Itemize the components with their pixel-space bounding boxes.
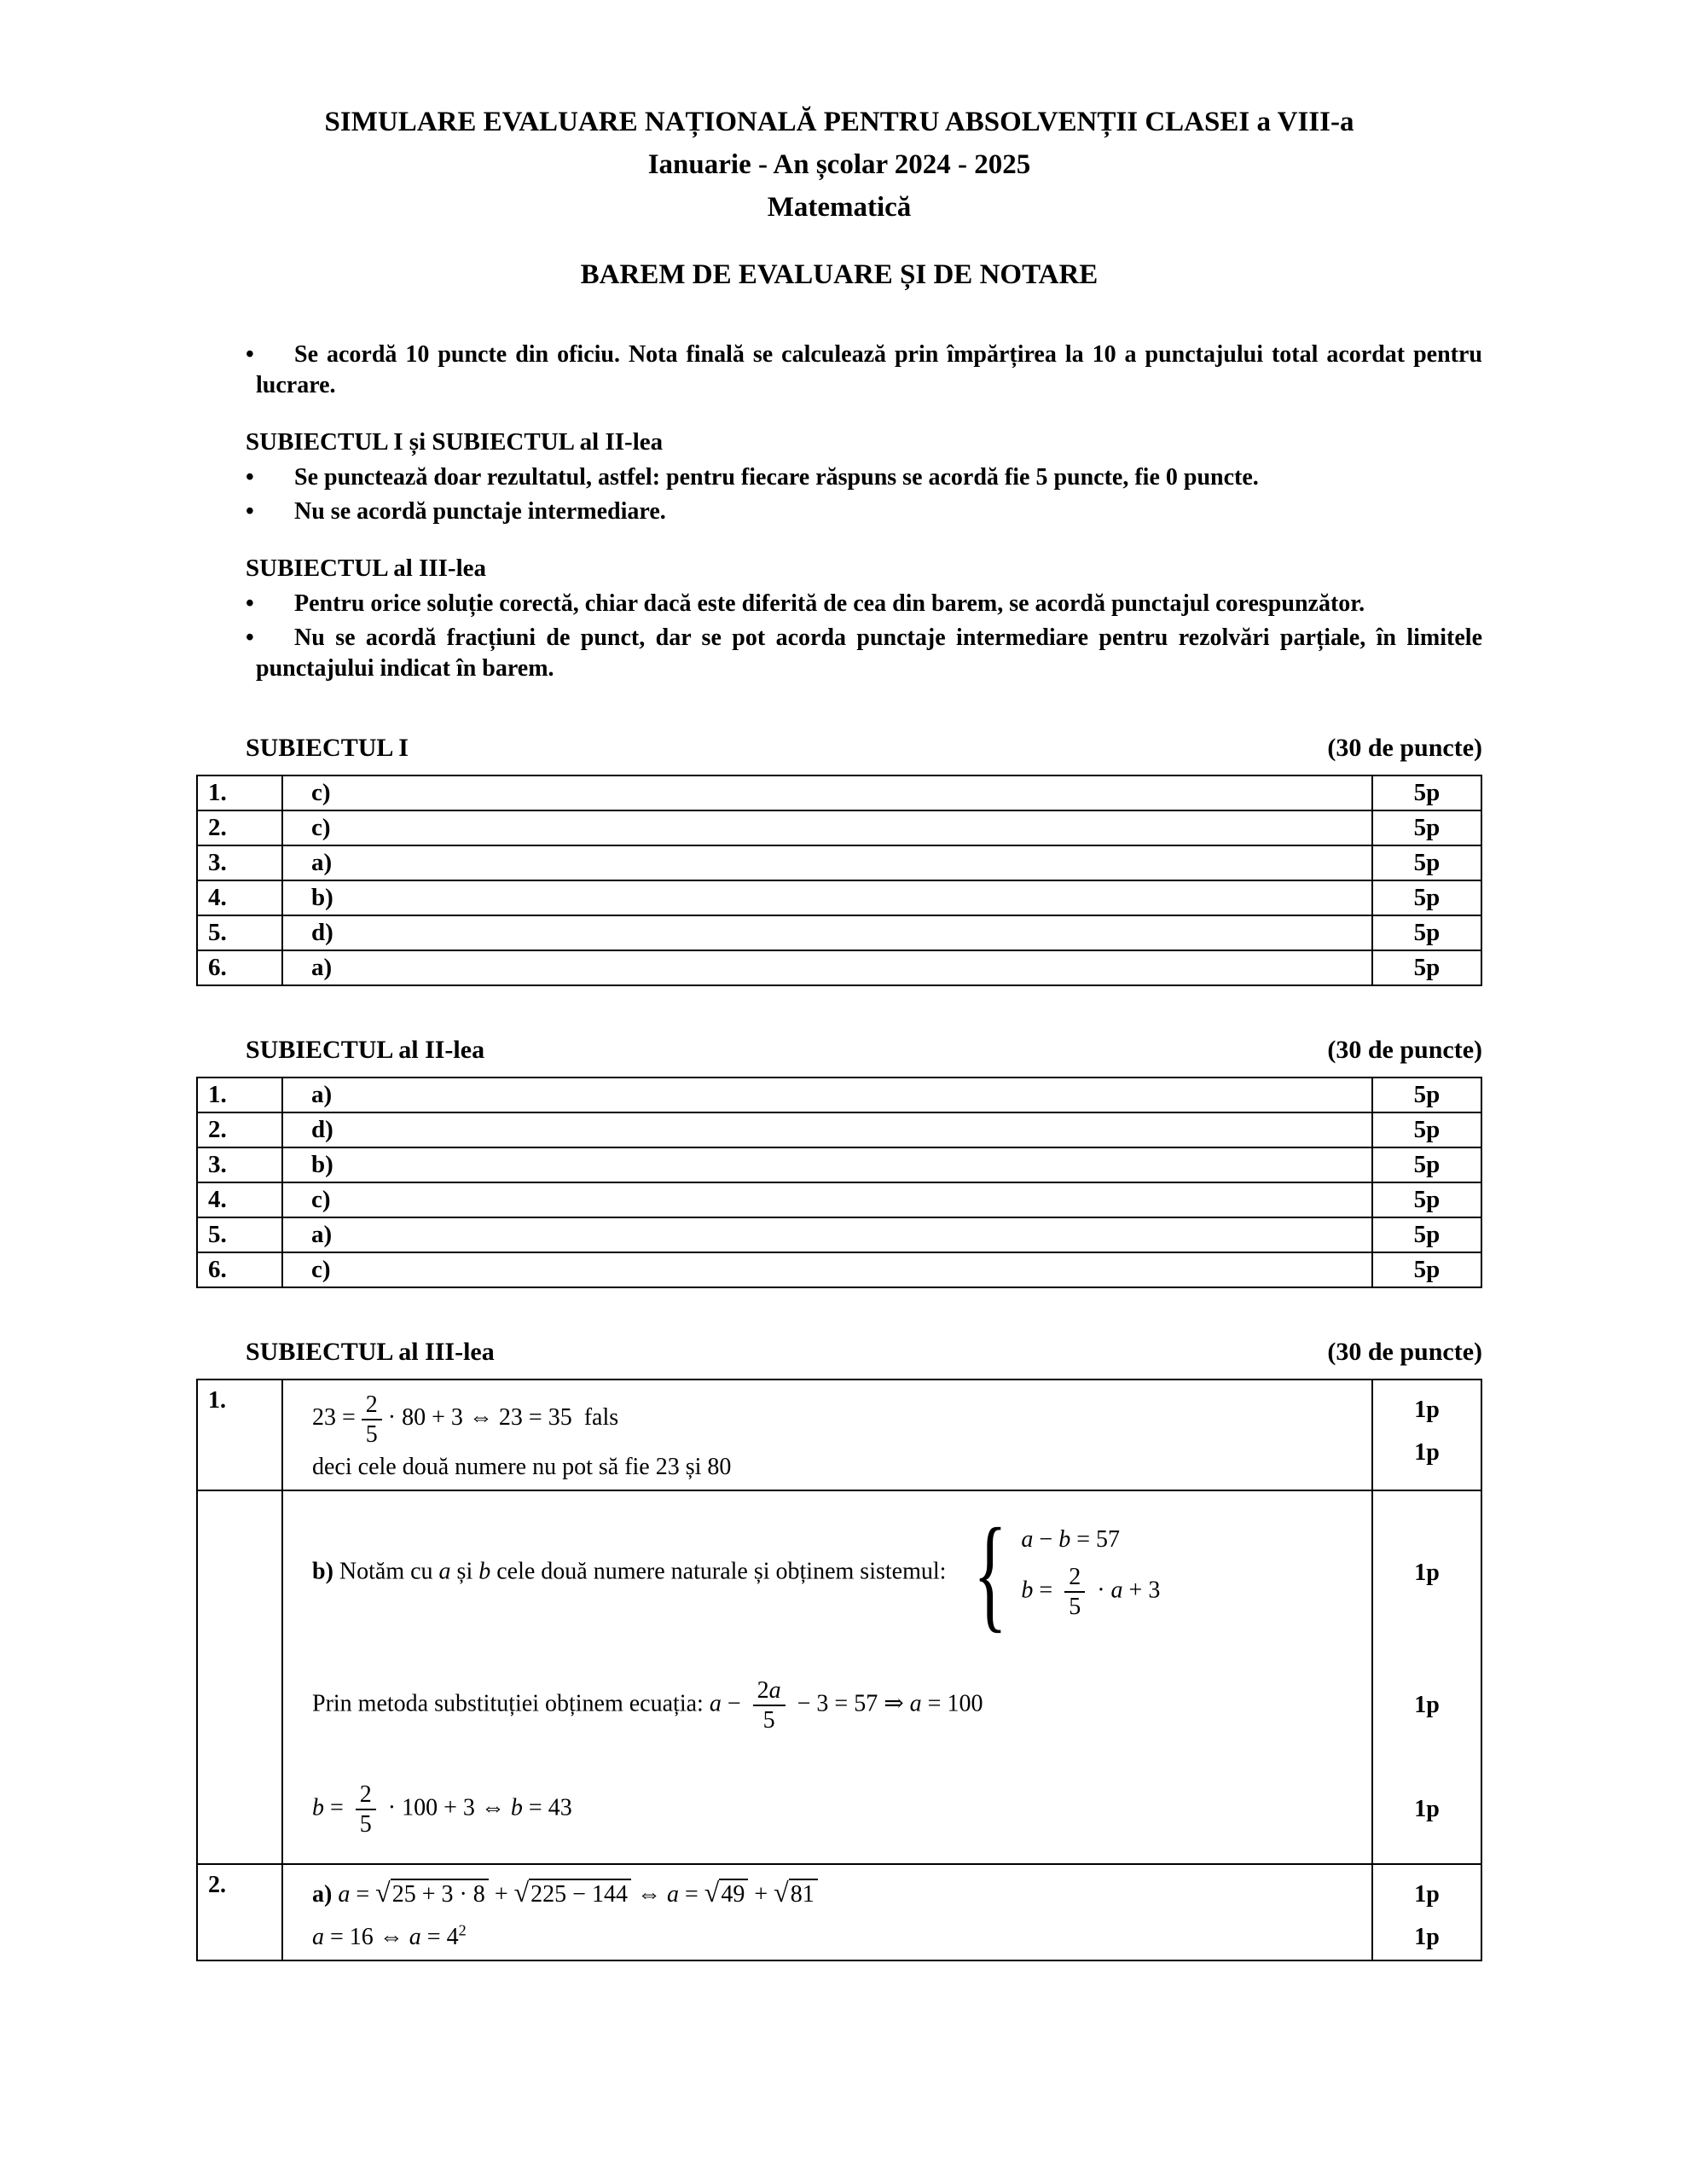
item-label: a) xyxy=(312,1881,333,1908)
points-value: 1p xyxy=(1414,1881,1440,1908)
row-points: 5p xyxy=(1372,1182,1481,1217)
points-value: 1p xyxy=(1414,1796,1440,1822)
row-number: 2. xyxy=(197,1864,282,1960)
equation-line xyxy=(312,1870,1358,1912)
row-answer: c) xyxy=(282,1182,1372,1217)
row-number: 1. xyxy=(197,775,282,810)
bullet-icon: • xyxy=(246,498,254,525)
points-value: 1p xyxy=(1414,1397,1440,1423)
row-content xyxy=(282,1490,1372,1864)
row-content xyxy=(282,1380,1372,1490)
note-s3-2 xyxy=(196,623,1482,684)
row-number: 3. xyxy=(197,1147,282,1182)
row-points: 5p xyxy=(1372,775,1481,810)
subject3-points: (30 de puncte) xyxy=(1327,1338,1482,1366)
step-text: și xyxy=(450,1558,479,1585)
row-answer: a) xyxy=(282,1217,1372,1252)
math-var: a xyxy=(438,1558,451,1585)
math-text: + xyxy=(748,1881,774,1908)
bullet-icon: • xyxy=(246,624,254,651)
subject1-heading: SUBIECTUL I xyxy=(246,734,409,762)
square-root xyxy=(513,1877,631,1908)
row-points xyxy=(1372,1380,1481,1490)
math-text: · xyxy=(1091,1577,1111,1604)
radicand: 81 xyxy=(789,1879,818,1908)
row-points: 5p xyxy=(1372,950,1481,985)
row-answer: c) xyxy=(282,1252,1372,1287)
math-text: = 57 xyxy=(1070,1526,1121,1553)
row-number: 3. xyxy=(197,845,282,880)
table-row xyxy=(197,1182,1481,1217)
fraction-denominator: 5 xyxy=(359,1811,372,1838)
math-var: a xyxy=(338,1881,351,1908)
row-answer: c) xyxy=(282,810,1372,845)
row-number: 1. xyxy=(197,1380,282,1490)
row-answer: d) xyxy=(282,915,1372,950)
points-value: 1p xyxy=(1414,1439,1440,1466)
sqrt-sign-icon: √ xyxy=(704,1877,720,1908)
math-var: a xyxy=(409,1924,421,1951)
equation-system xyxy=(959,1502,1161,1644)
table-row xyxy=(197,1864,1481,1960)
radicand: 25 + 3 · 8 xyxy=(391,1879,489,1908)
table-row xyxy=(197,915,1481,950)
system-eq2 xyxy=(1021,1563,1160,1621)
math-var: a xyxy=(1110,1577,1123,1604)
table-row xyxy=(197,1112,1481,1147)
row-points: 5p xyxy=(1372,1077,1481,1112)
math-text: 2 xyxy=(757,1677,769,1704)
math-text: = xyxy=(1033,1577,1059,1604)
points-stack xyxy=(1373,1380,1481,1474)
solution-step-b43 xyxy=(312,1756,1358,1863)
heading-subject-1-2: SUBIECTUL I și SUBIECTUL al II-lea xyxy=(246,428,664,456)
fraction-numerator: 2 xyxy=(362,1391,382,1420)
math-text: = xyxy=(350,1881,376,1908)
row-answer: c) xyxy=(282,775,1372,810)
fraction-denominator: 5 xyxy=(1069,1594,1081,1620)
subject2-heading-row xyxy=(196,1036,1482,1065)
table-row xyxy=(197,950,1481,985)
row-answer: b) xyxy=(282,1147,1372,1182)
fraction-denominator: 5 xyxy=(365,1421,378,1448)
row-number: 4. xyxy=(197,880,282,915)
points-stack xyxy=(1373,1865,1481,1959)
math-text: · 80 + 3 ⇔ 23 = 35 fals xyxy=(387,1404,619,1432)
solution-step-substitution xyxy=(312,1655,1358,1756)
system-eq1 xyxy=(1021,1525,1160,1554)
row-answer: d) xyxy=(282,1112,1372,1147)
table-row xyxy=(197,1380,1481,1490)
solution-step-system xyxy=(312,1491,1358,1655)
sqrt-sign-icon: √ xyxy=(513,1877,530,1908)
bullet-icon: • xyxy=(246,341,254,368)
fraction-numerator: 2 xyxy=(356,1780,376,1810)
document-subtitle: Ianuarie - An școlar 2024 - 2025 xyxy=(647,149,1031,180)
brace-icon: { xyxy=(973,1502,1008,1644)
subject1-points: (30 de puncte) xyxy=(1327,734,1482,762)
sqrt-sign-icon: √ xyxy=(774,1877,789,1908)
math-text: 23 = xyxy=(312,1404,356,1432)
step-text: Notăm cu xyxy=(333,1558,439,1585)
row-points: 5p xyxy=(1372,845,1481,880)
math-var: a xyxy=(666,1881,679,1908)
table-row xyxy=(197,880,1481,915)
math-text: + 3 xyxy=(1122,1577,1161,1604)
radicand: 225 − 144 xyxy=(529,1879,631,1908)
fraction xyxy=(362,1391,382,1449)
note-s12-1 xyxy=(196,462,1482,493)
row-points: 5p xyxy=(1372,1217,1481,1252)
document-title: SIMULARE EVALUARE NAȚIONALĂ PENTRU ABSOLVENȚII CLASEI a VIII-a xyxy=(324,107,1354,137)
row-points: 5p xyxy=(1372,1112,1481,1147)
sqrt-sign-icon: √ xyxy=(375,1877,391,1908)
math-var: a xyxy=(909,1690,922,1717)
row-answer: b) xyxy=(282,880,1372,915)
row-answer: a) xyxy=(282,950,1372,985)
math-var: b xyxy=(1021,1577,1034,1604)
math-var: b xyxy=(312,1794,324,1821)
math-text: = 16 ⇔ xyxy=(324,1924,409,1951)
bullet-icon: • xyxy=(246,464,254,491)
math-text: + xyxy=(488,1881,514,1908)
subject2-table xyxy=(196,1077,1482,1288)
math-var: a xyxy=(312,1924,324,1951)
note-oficiu xyxy=(196,340,1482,401)
step-text: cele două numere naturale și obținem sistemul: xyxy=(490,1558,947,1585)
equation-line xyxy=(312,1914,1358,1955)
points-value: 1p xyxy=(1414,1560,1440,1586)
math-text: = xyxy=(324,1794,350,1821)
subject2-heading: SUBIECTUL al II-lea xyxy=(246,1036,485,1064)
subject3-heading: SUBIECTUL al III-lea xyxy=(246,1338,495,1366)
row-answer: a) xyxy=(282,845,1372,880)
math-var: b xyxy=(1058,1526,1071,1553)
solution-text: deci cele două numere nu pot să fie 23 și 80 xyxy=(312,1454,732,1480)
row-points: 5p xyxy=(1372,915,1481,950)
row-number xyxy=(197,1490,282,1864)
math-text: · 100 + 3 ⇔ xyxy=(381,1794,511,1821)
bullet-icon: • xyxy=(246,590,254,617)
row-number: 6. xyxy=(197,1252,282,1287)
row-points: 5p xyxy=(1372,1147,1481,1182)
subject2-points: (30 de puncte) xyxy=(1327,1036,1482,1064)
math-text: = 43 xyxy=(522,1794,572,1821)
fraction xyxy=(1064,1563,1085,1621)
row-points: 5p xyxy=(1372,1252,1481,1287)
fraction xyxy=(753,1676,786,1734)
table-row xyxy=(197,1252,1481,1287)
note-s12-2 xyxy=(196,497,1482,527)
step-text: Prin metoda substituției obținem ecuația: xyxy=(312,1690,710,1717)
row-number: 5. xyxy=(197,1217,282,1252)
math-text: − 3 = 57 ⇒ xyxy=(791,1690,910,1717)
row-number: 2. xyxy=(197,810,282,845)
note-s3-2-text: Nu se acordă fracțiuni de punct, dar se pot acorda punctaje intermediare pentru rezolvări parțiale, în limitele punctajului indicat în barem. xyxy=(256,624,1482,682)
exponent: 2 xyxy=(458,1922,467,1939)
math-var: b xyxy=(478,1558,491,1585)
note-s3-1 xyxy=(196,589,1482,619)
row-number: 6. xyxy=(197,950,282,985)
subject3-table xyxy=(196,1379,1482,1961)
table-row xyxy=(197,810,1481,845)
points-stack xyxy=(1373,1491,1481,1863)
table-row xyxy=(197,1147,1481,1182)
table-row xyxy=(197,1217,1481,1252)
system-equations xyxy=(1021,1525,1160,1621)
math-text: − xyxy=(721,1690,747,1717)
fraction-numerator: 2 xyxy=(1064,1563,1085,1593)
row-number: 4. xyxy=(197,1182,282,1217)
math-text: = 4 xyxy=(420,1924,459,1951)
math-var: a xyxy=(768,1677,781,1704)
math-text: = 100 xyxy=(921,1690,983,1717)
equation-line xyxy=(312,1385,1358,1449)
math-var: a xyxy=(709,1690,722,1717)
row-content xyxy=(282,1864,1372,1960)
table-row xyxy=(197,775,1481,810)
fraction-numerator xyxy=(753,1676,786,1706)
row-number: 5. xyxy=(197,915,282,950)
math-var: b xyxy=(510,1794,523,1821)
row-number: 2. xyxy=(197,1112,282,1147)
math-text: − xyxy=(1033,1526,1059,1553)
square-root xyxy=(704,1877,749,1908)
barem-heading: BAREM DE EVALUARE ȘI DE NOTARE xyxy=(580,259,1099,290)
note-s3-1-text: Pentru orice soluție corectă, chiar dacă este diferită de cea din barem, se acordă punctajul corespunzător. xyxy=(294,590,1365,617)
table-row xyxy=(197,845,1481,880)
row-points: 5p xyxy=(1372,810,1481,845)
heading-subject-3-notes: SUBIECTUL al III-lea xyxy=(246,555,487,582)
subject3-heading-row xyxy=(196,1338,1482,1367)
note-oficiu-text: Se acordă 10 puncte din oficiu. Nota finală se calculează prin împărțirea la 10 a punctajului total acordat pentru lucrare. xyxy=(256,341,1482,398)
table-row xyxy=(197,1077,1481,1112)
math-var: a xyxy=(1021,1526,1034,1553)
math-text: ⇔ xyxy=(630,1881,667,1908)
points-value: 1p xyxy=(1414,1692,1440,1718)
row-points: 5p xyxy=(1372,880,1481,915)
row-number: 1. xyxy=(197,1077,282,1112)
subject1-table xyxy=(196,775,1482,986)
fraction xyxy=(356,1780,376,1838)
row-points xyxy=(1372,1490,1481,1864)
subject1-heading-row xyxy=(196,734,1482,763)
math-text: = xyxy=(678,1881,704,1908)
item-label: b) xyxy=(312,1558,333,1585)
radicand: 49 xyxy=(719,1879,748,1908)
square-root xyxy=(774,1877,818,1908)
fraction-denominator: 5 xyxy=(762,1707,775,1734)
row-points xyxy=(1372,1864,1481,1960)
table-row xyxy=(197,1490,1481,1864)
note-s12-1-text: Se punctează doar rezultatul, astfel: pentru fiecare răspuns se acordă fie 5 puncte, fie 0 puncte. xyxy=(294,464,1259,491)
row-answer: a) xyxy=(282,1077,1372,1112)
title-block xyxy=(196,101,1482,229)
document-subject: Matematică xyxy=(767,192,912,223)
note-s12-2-text: Nu se acordă punctaje intermediare. xyxy=(294,498,666,525)
points-value: 1p xyxy=(1414,1924,1440,1950)
square-root xyxy=(375,1877,489,1908)
